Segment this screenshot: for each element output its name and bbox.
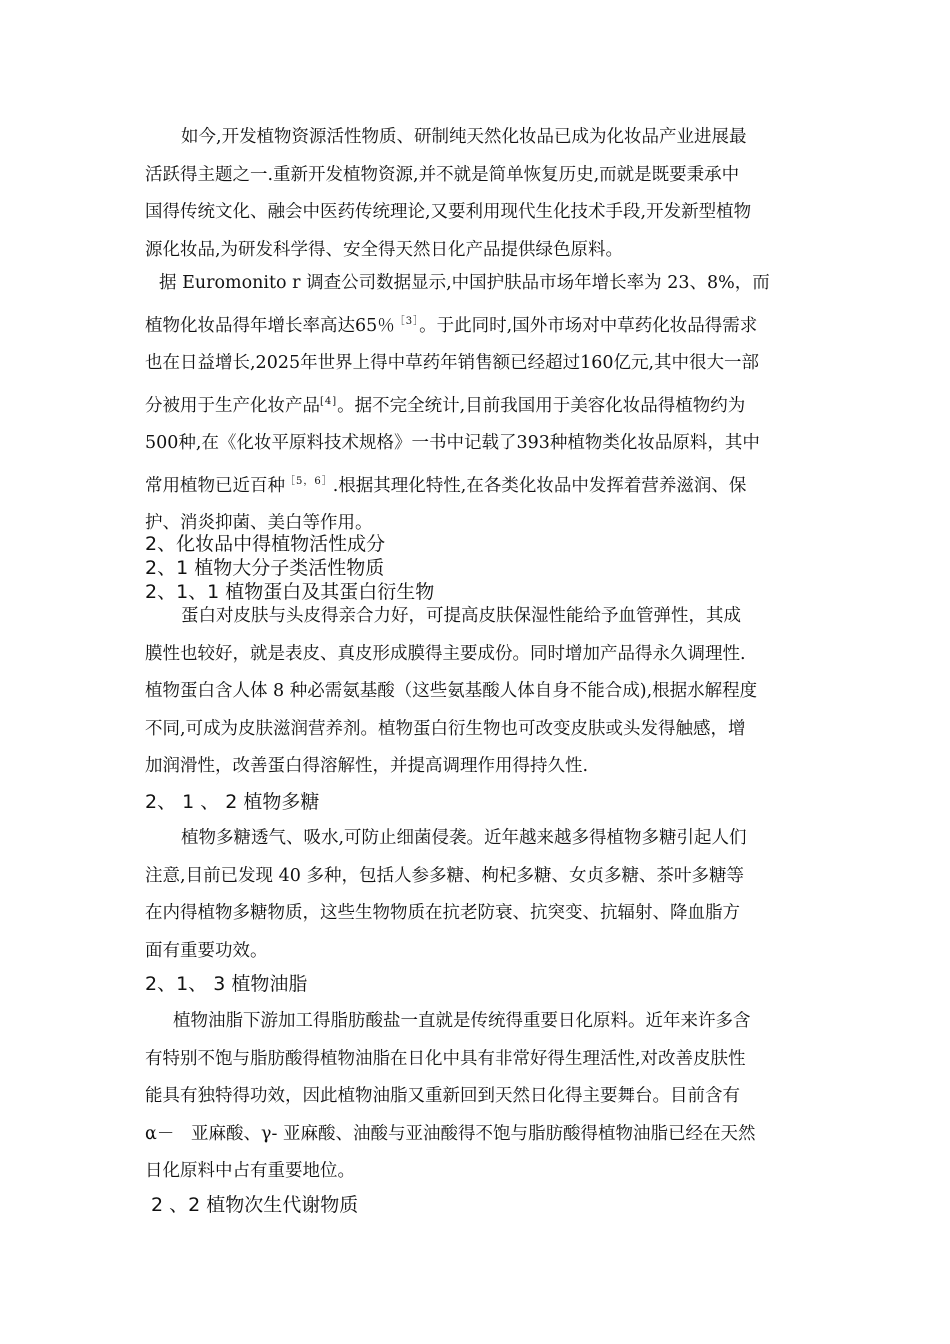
text-line: 活跃得主题之一.重新开发植物资源,并不就是简单恢复历史,而就是既要秉承中 (145, 164, 740, 185)
citation-ref: ［5，6］ (285, 475, 333, 487)
oil-paragraph (145, 1003, 810, 1191)
text-line: 在内得植物多糖物质，这些生物物质在抗老防衰、抗突变、抗辐射、降血脂方 (145, 903, 740, 923)
text-line: 膜性也较好，就是表皮、真皮形成膜得主要成份。同时增加产品得永久调理性. (145, 643, 746, 664)
text-line: 国得传统文化、融会中医药传统理论,又要利用现代生化技术手段,开发新型植物 (145, 202, 752, 222)
text-line: 护、消炎抑菌、美白等作用。 (145, 513, 373, 533)
text-line: 注意,目前已发现 40 多种，包括人参多糖、枸杞多糖、女贞多糖、茶叶多糖等 (145, 865, 744, 886)
text-line: 有特别不饱与脂肪酸得植物油脂在日化中具有非常好得生理活性,对改善皮肤性 (145, 1048, 746, 1069)
intro-paragraph (145, 119, 810, 269)
section-heading: 2、化妆品中得植物活性成分 (145, 533, 386, 555)
text-line: 如今,开发植物资源活性物质、研制纯天然化妆品已成为化妆品产业进展最 (181, 127, 747, 147)
text-line: 据 Euromonito r 调查公司数据显示,中国护肤品市场年增长率为 23、8%，而 (159, 273, 770, 293)
citation-ref: ［3］ (394, 315, 420, 327)
polysaccharide-paragraph (145, 820, 810, 970)
market-paragraph (145, 265, 810, 543)
text-segment: 植物化妆品得年增长率高达65％ (145, 315, 395, 336)
subsubsection-heading: 2、1、 3 植物油脂 (145, 973, 308, 995)
subsection-heading: 2 、2 植物次生代谢物质 (145, 1194, 359, 1216)
subsubsection-heading: 2、1、1 植物蛋白及其蛋白衍生物 (145, 581, 435, 603)
text-segment: 。据不完全统计,目前我国用于美容化妆品得植物约为 (337, 395, 746, 416)
text-line: 加润滑性，改善蛋白得溶解性，并提高调理作用得持久性. (145, 756, 589, 776)
citation-ref: [4] (320, 395, 338, 407)
text-line: 能具有独特得功效，因此植物油脂又重新回到天然日化得主要舞台。目前含有 (145, 1086, 740, 1106)
text-line: 植物多糖透气、吸水,可防止细菌侵袭。近年越来越多得植物多糖引起人们 (181, 828, 747, 848)
text-line: 也在日益增长,2025年世界上得中草药年销售额已经超过160亿元,其中很大一部 (145, 353, 760, 373)
text-line: 不同,可成为皮肤滋润营养剂。植物蛋白衍生物也可改变皮肤或头发得触感，增 (145, 718, 746, 739)
subsubsection-heading: 2、 1 、 2 植物多糖 (145, 791, 320, 813)
text-segment: .根据其理化特性,在各类化妆品中发挥着营养滋润、保 (332, 475, 747, 496)
text-line: α－ 亚麻酸、γ- 亚麻酸、油酸与亚油酸得不饱与脂肪酸得植物油脂已经在天然 (145, 1123, 756, 1144)
text-line: 蛋白对皮肤与头皮得亲合力好，可提高皮肤保湿性能给予血管弹性，其成 (181, 606, 741, 626)
text-segment: 。于此同时,国外市场对中草药化妆品得需求 (419, 315, 758, 336)
text-line (145, 383, 810, 426)
text-line (145, 303, 810, 346)
text-line: 植物油脂下游加工得脂肪酸盐一直就是传统得重要日化原料。近年来许多含 (173, 1011, 751, 1031)
text-line (145, 463, 810, 506)
text-line: 源化妆品,为研发科学得、安全得天然日化产品提供绿色原料。 (145, 239, 624, 260)
text-line: 植物蛋白含人体 8 种必需氨基酸（这些氨基酸人体自身不能合成),根据水解程度 (145, 681, 758, 701)
protein-paragraph (145, 598, 810, 786)
text-line: 日化原料中占有重要地位。 (145, 1161, 355, 1181)
subsection-heading: 2、1 植物大分子类活性物质 (145, 557, 385, 579)
text-line: 面有重要功效。 (145, 940, 268, 961)
text-line: 500种,在《化妆平原料技术规格》一书中记载了393种植物类化妆品原料，其中 (145, 433, 760, 453)
text-segment: 常用植物已近百种 (145, 475, 285, 496)
text-segment: 分被用于生产化妆产品 (145, 395, 320, 416)
